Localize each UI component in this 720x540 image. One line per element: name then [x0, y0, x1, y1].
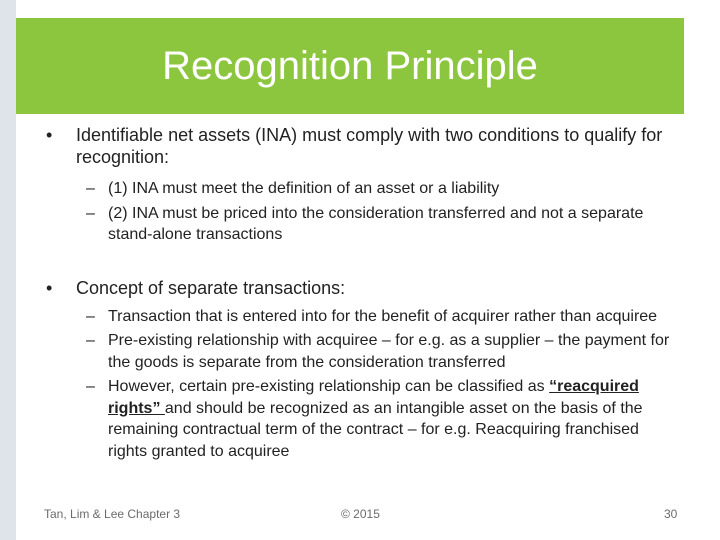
bullet-separate-transactions — [40, 277, 680, 299]
sub-bullet-condition-2 — [40, 203, 680, 246]
sub-bullet-text: (2) INA must be priced into the consideration transferred and not a separate stand-alone transactions — [108, 204, 644, 243]
title-bar — [16, 18, 684, 114]
left-accent-stripe — [0, 0, 16, 540]
sub-bullet-acquirer-benefit — [40, 306, 680, 328]
footer-page-number: 30 — [664, 507, 678, 521]
sub-bullet-reacquired-rights — [40, 376, 680, 462]
footer-source: Tan, Lim & Lee Chapter 3 — [44, 507, 181, 521]
sub-bullet-text-after: and should be recognized as an intangible asset on the basis of the remaining contractual term of the contract – for e.g. Reacquiring franchised rights granted to acquiree — [108, 399, 643, 460]
sub-bullet-text: Pre-existing relationship with acquiree – for e.g. as a supplier – the payment for the goods is separate from the consideration transferred — [108, 332, 670, 371]
dash-icon: – — [86, 180, 95, 197]
dash-icon: – — [86, 378, 95, 395]
bullet-dot-icon: • — [46, 277, 53, 298]
bullet-ina-conditions — [40, 124, 680, 168]
sub-bullet-pre-existing — [40, 330, 680, 373]
dash-icon: – — [86, 307, 95, 325]
footer-copyright: © 2015 — [341, 507, 380, 521]
sub-bullet-text: Transaction that is entered into for the benefit of acquirer rather than acquiree — [108, 307, 658, 325]
sub-bullet-condition-1 — [40, 178, 680, 200]
slide-content — [40, 124, 680, 462]
sub-bullet-text: (1) INA must meet the definition of an asset or a liability — [108, 180, 500, 197]
slide-title: Recognition Principle — [162, 43, 538, 88]
sub-bullet-text-before: However, certain pre-existing relationship can be classified as — [108, 378, 550, 395]
reacquired-rights-emphasis: “reacquired rights” — [108, 378, 639, 417]
dash-icon: – — [86, 204, 95, 222]
bullet-text: Concept of separate transactions: — [76, 277, 346, 298]
bullet-dot-icon: • — [46, 125, 53, 145]
dash-icon: – — [86, 332, 95, 349]
bullet-text: Identifiable net assets (INA) must comply with two conditions to qualify for recognition: — [76, 125, 663, 167]
